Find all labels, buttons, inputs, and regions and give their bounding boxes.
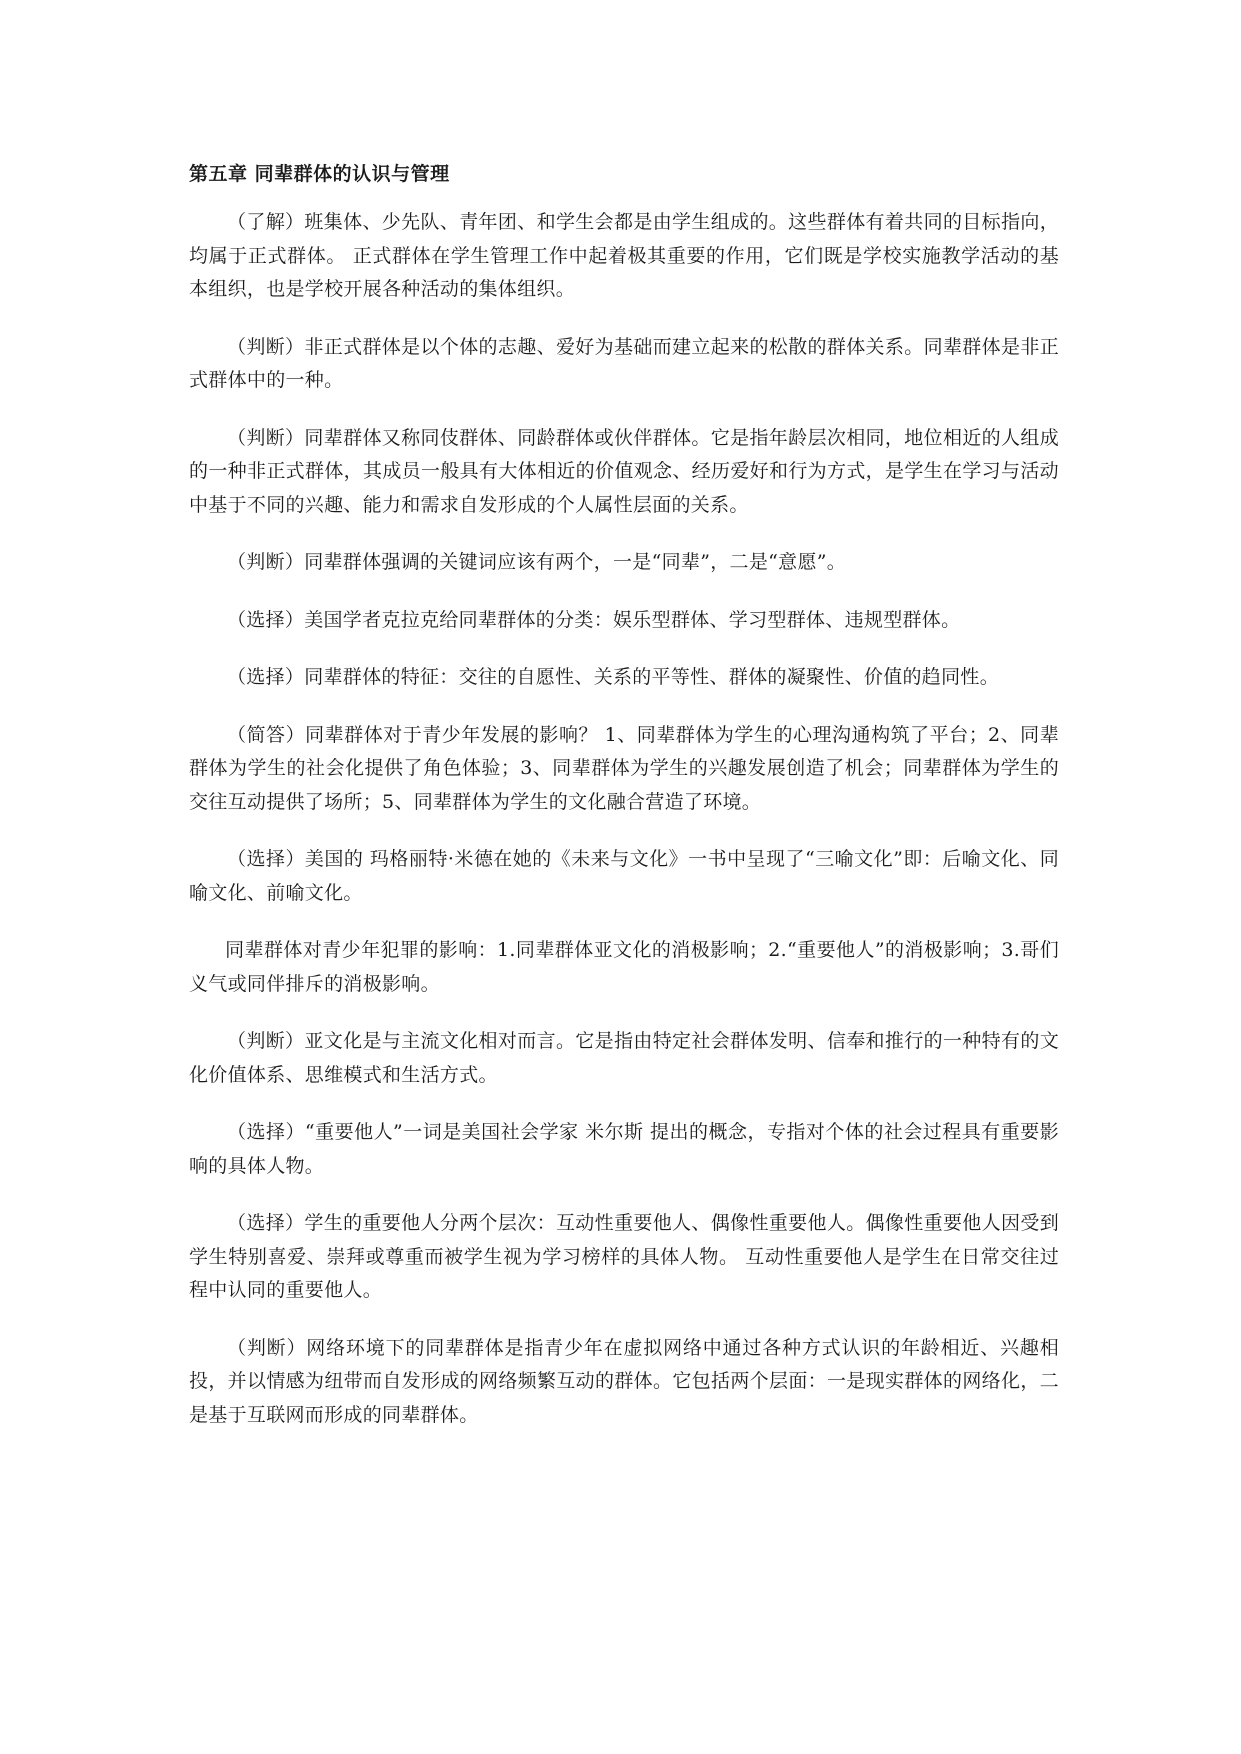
paragraph-online-peer-groups: （判断）网络环境下的同辈群体是指青少年在虚拟网络中通过各种方式认识的年龄相近、兴趣相投，并以情感为纽带而自发形成的网络频繁互动的群体。它包括两个层面：一是现实群体的网络化，二是基于互联网而形成的同辈群体。	[189, 1336, 1059, 1426]
paragraph-three-cultures: （选择）美国的 玛格丽特·米德在她的《未来与文化》一书中呈现了“三喻文化”即：后喻文化、同喻文化、前喻文化。	[189, 848, 1059, 904]
paragraph-significant-others-levels: （选择）学生的重要他人分两个层次：互动性重要他人、偶像性重要他人。偶像性重要他人因受到学生特别喜爱、崇拜或尊重而被学生视为学习榜样的具体人物。 互动性重要他人是学生在日常交往过程中认同的重要他人。	[189, 1212, 1059, 1301]
document-body	[189, 160, 1059, 1456]
paragraph-subculture: （判断）亚文化是与主流文化相对而言。它是指由特定社会群体发明、信奉和推行的一种特有的文化价值体系、思维模式和生活方式。	[189, 1030, 1059, 1086]
chapter-title: 第五章 同辈群体的认识与管理	[189, 163, 450, 185]
paragraph-significant-others: （选择）“重要他人”一词是美国社会学家 米尔斯 提出的概念，专指对个体的社会过程具有重要影响的具体人物。	[189, 1121, 1059, 1177]
paragraph-classification: （选择）美国学者克拉克给同辈群体的分类：娱乐型群体、学习型群体、违规型群体。	[227, 608, 961, 631]
paragraph-informal-groups: （判断）非正式群体是以个体的志趣、爱好为基础而建立起来的松散的群体关系。同辈群体是非正式群体中的一种。	[189, 335, 1059, 391]
paragraph-keywords: （判断）同辈群体强调的关键词应该有两个，一是“同辈”，二是“意愿”。	[227, 551, 847, 573]
paragraph-influence: （简答）同辈群体对于青少年发展的影响？ 1、同辈群体为学生的心理沟通构筑了平台；2、同辈群体为学生的社会化提供了角色体验；3、同辈群体为学生的兴趣发展创造了机会；同辈群体为学生的交往互动提供了场所；5、同辈群体为学生的文化融合营造了环境。	[189, 723, 1059, 813]
paragraph-peer-group-definition: （判断）同辈群体又称同伎群体、同龄群体或伙伴群体。它是指年龄层次相同，地位相近的人组成的一种非正式群体，其成员一般具有大体相近的价值观念、经历爱好和行为方式，是学生在学习与活动中基于不同的兴趣、能力和需求自发形成的个人属性层面的关系。	[189, 426, 1059, 516]
paragraph-formal-groups: （了解）班集体、少先队、青年团、和学生会都是由学生组成的。这些群体有着共同的目标指向，均属于正式群体。 正式群体在学生管理工作中起着极其重要的作用，它们既是学校实施教学活动的基本组织，也是学校开展各种活动的集体组织。	[189, 211, 1059, 300]
paragraph-characteristics: （选择）同辈群体的特征：交往的自愿性、关系的平等性、群体的凝聚性、价值的趋同性。	[227, 666, 1000, 688]
paragraph-delinquency: 同辈群体对青少年犯罪的影响：1.同辈群体亚文化的消极影响；2.“重要他人”的消极影响；3.哥们义气或同伴排斥的消极影响。	[189, 939, 1059, 995]
